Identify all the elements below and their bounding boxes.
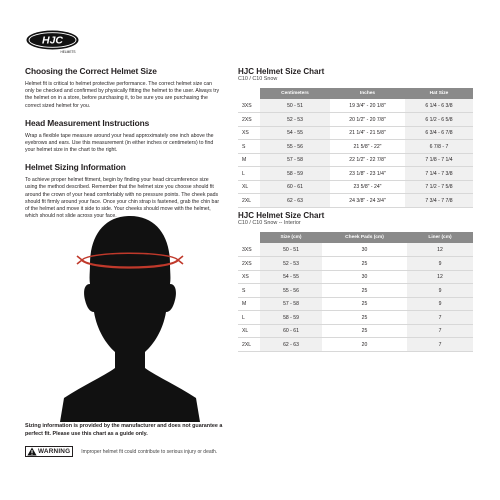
header-blank (238, 232, 260, 243)
size-label: L (238, 167, 260, 181)
table-cell: 6 3/4 - 6 7/8 (405, 126, 473, 140)
table-row (238, 338, 473, 352)
table-cell: 19 3/4" - 20 1/8" (330, 99, 405, 113)
table-row (238, 153, 473, 167)
chart1-title: HJC Helmet Size Chart (238, 67, 325, 76)
table-row (238, 180, 473, 194)
chart2-subtitle: C10 / C10 Snow -- Interior (238, 220, 301, 227)
section-body-measurement: Wrap a flexible tape measure around your head approximately one inch above the eyebrows and ears. Use this measurement (in either inches or centimeters) to find your helmet size in the chart to the right. (25, 132, 214, 154)
size-label: S (238, 140, 260, 154)
table-cell: 60 - 61 (260, 180, 330, 194)
table-row (238, 284, 473, 298)
header-liner: Liner (cm) (407, 232, 473, 243)
size-label: M (238, 153, 260, 167)
size-label: XL (238, 324, 260, 338)
size-label: M (238, 297, 260, 311)
hjc-logo (25, 30, 80, 54)
table-cell: 7 1/8 - 7 1/4 (405, 153, 473, 167)
tape-right-arrow (178, 256, 183, 264)
table-row (238, 194, 473, 208)
head-silhouette (60, 216, 200, 422)
size-label: 3XS (238, 99, 260, 113)
table-cell: 7 (407, 338, 473, 352)
section-title-choosing: Choosing the Correct Helmet Size (25, 66, 157, 76)
table-cell: 22 1/2" - 22 7/8" (330, 153, 405, 167)
table-cell: 7 (407, 311, 473, 325)
table-cell: 21 5/8" - 22" (330, 140, 405, 154)
sizing-disclaimer: Sizing information is provided by the manufacturer and does not guarantee a perfect fit. Please use this chart as a guide only. (25, 423, 223, 437)
table-cell: 23 5/8" - 24" (330, 180, 405, 194)
table-cell: 25 (322, 257, 407, 271)
table-cell: 7 3/4 - 7 7/8 (405, 194, 473, 208)
table-row (238, 113, 473, 127)
table-row (238, 324, 473, 338)
table-cell: 21 1/4" - 21 5/8" (330, 126, 405, 140)
size-label: S (238, 284, 260, 298)
size-label: 2XL (238, 338, 260, 352)
table-row (238, 167, 473, 181)
table-cell: 52 - 53 (260, 257, 322, 271)
size-label: XS (238, 126, 260, 140)
header-blank (238, 88, 260, 99)
size-label: XS (238, 270, 260, 284)
size-label: XL (238, 180, 260, 194)
size-label: 2XL (238, 194, 260, 208)
size-label: 3XS (238, 243, 260, 257)
table-cell: 54 - 55 (260, 270, 322, 284)
size-label: 2XS (238, 257, 260, 271)
table-row (238, 243, 473, 257)
table-header-row (238, 232, 473, 243)
section-title-sizing-info: Helmet Sizing Information (25, 162, 126, 173)
size-label: 2XS (238, 113, 260, 127)
table-cell: 58 - 59 (260, 311, 322, 325)
size-chart-interior (238, 212, 473, 352)
table-row (238, 126, 473, 140)
tape-left-arrow (77, 256, 82, 264)
table-cell: 62 - 63 (260, 194, 330, 208)
table-row (238, 270, 473, 284)
table-cell: 30 (322, 243, 407, 257)
table-cell: 6 1/4 - 6 3/8 (405, 99, 473, 113)
table-cell: 52 - 53 (260, 113, 330, 127)
table-cell: 54 - 55 (260, 126, 330, 140)
header-centimeters: Centimeters (260, 88, 330, 99)
table-cell: 12 (407, 243, 473, 257)
table-cell: 7 1/2 - 7 5/8 (405, 180, 473, 194)
table-cell: 62 - 63 (260, 338, 322, 352)
table-cell: 20 (322, 338, 407, 352)
table-cell: 50 - 51 (260, 99, 330, 113)
size-table-main (238, 88, 473, 208)
warning-text: Improper helmet fit could contribute to serious injury or death. (81, 448, 218, 455)
logo-text: HJC (41, 34, 64, 47)
table-cell: 58 - 59 (260, 167, 330, 181)
table-row (238, 297, 473, 311)
section-body-choosing: Helmet fit is critical to helmet protective performance. The correct helmet size can only be checked and confirmed by physically fitting the helmet to the user. Always try the helmet on in a store, before purchasing it, to be sure you are purchasing the correct sized helmet for you. (25, 81, 220, 109)
section-body-sizing-info: To achieve proper helmet fitment, begin by finding your head circumference size using the method described. Remember that the helmet size you choose should fit around the crown of your head comfortably with no pressure points. The cheek pads should fit firmly around your face. Once your chin strap is fastened, grab the chin bar of the helmet and move it side to side. Your cheeks should move with the helmet, which should not slide across your face. (25, 177, 220, 220)
table-cell: 55 - 56 (260, 284, 322, 298)
size-label: L (238, 311, 260, 325)
table-row (238, 257, 473, 271)
logo-tagline: HELMETS (60, 50, 76, 54)
table-header-row (238, 88, 473, 99)
warning-label: WARNING (38, 448, 71, 455)
table-row (238, 99, 473, 113)
table-cell: 25 (322, 324, 407, 338)
size-table-interior (238, 232, 473, 352)
size-chart-main (238, 68, 473, 208)
table-cell: 7 (407, 324, 473, 338)
table-cell: 6 7/8 - 7 (405, 140, 473, 154)
sizing-guide (25, 66, 220, 228)
table-row (238, 140, 473, 154)
table-cell: 60 - 61 (260, 324, 322, 338)
chart2-title: HJC Helmet Size Chart (238, 211, 325, 220)
table-cell: 9 (407, 297, 473, 311)
header-inches: Inches (330, 88, 405, 99)
table-cell: 57 - 58 (260, 153, 330, 167)
head-silhouette-illustration (60, 212, 200, 422)
table-cell: 24 3/8" - 24 3/4" (330, 194, 405, 208)
chart1-subtitle: C10 / C10 Snow (238, 76, 278, 83)
table-cell: 9 (407, 257, 473, 271)
table-cell: 55 - 56 (260, 140, 330, 154)
header-hat-size: Hat Size (405, 88, 473, 99)
table-cell: 50 - 51 (260, 243, 322, 257)
table-cell: 23 1/8" - 23 1/4" (330, 167, 405, 181)
table-cell: 25 (322, 297, 407, 311)
header-cheek-pads: Cheek Pads (cm) (322, 232, 407, 243)
table-row (238, 311, 473, 325)
header-size-cm: Size (cm) (260, 232, 322, 243)
table-cell: 20 1/2" - 20 7/8" (330, 113, 405, 127)
table-cell: 6 1/2 - 6 5/8 (405, 113, 473, 127)
table-cell: 57 - 58 (260, 297, 322, 311)
table-cell: 7 1/4 - 7 3/8 (405, 167, 473, 181)
warning-badge (25, 446, 73, 457)
table-cell: 25 (322, 311, 407, 325)
table-cell: 12 (407, 270, 473, 284)
section-title-measurement: Head Measurement Instructions (25, 117, 150, 128)
table-cell: 30 (322, 270, 407, 284)
table-cell: 25 (322, 284, 407, 298)
table-cell: 9 (407, 284, 473, 298)
warning-notice (25, 446, 217, 457)
warning-triangle-icon (27, 447, 37, 456)
